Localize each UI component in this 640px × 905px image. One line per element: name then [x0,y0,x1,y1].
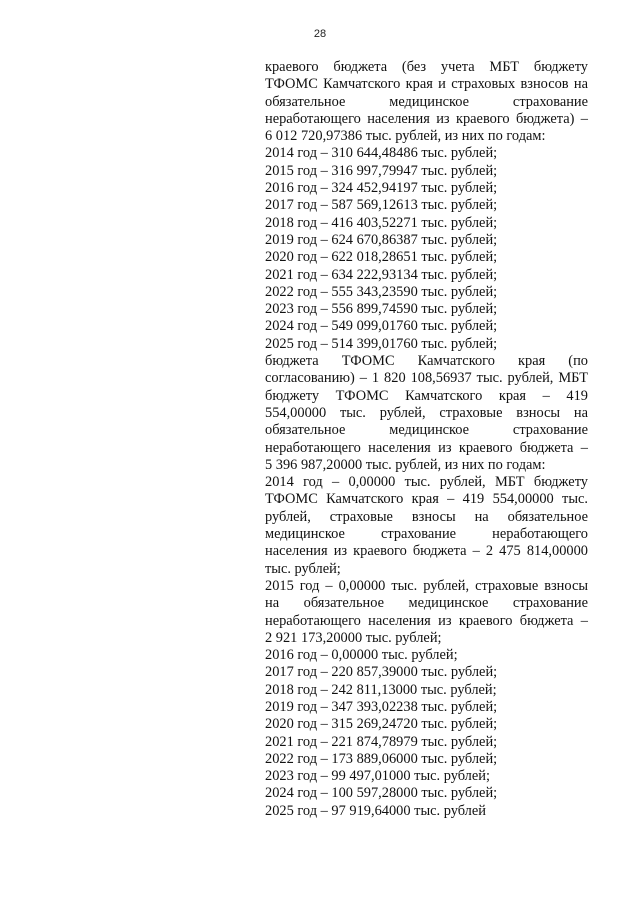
text-line: 2021 год – 221 874,78979 тыс. рублей; [265,733,498,750]
text-line: краевого бюджета (без учета МБТ бюджету [265,59,588,75]
page-number: 28 [313,28,327,40]
text-line: рублей, страховые взносы на обязательное [265,508,588,525]
text-line: неработающего населения из краевого бюджета – [265,612,588,629]
text-line: 2016 год – 324 452,94197 тыс. рублей; [265,180,498,197]
text-line: тыс. рублей; [265,560,341,577]
text-line: населения из краевого бюджета – 2 475 814,00000 [265,543,588,560]
text-line: 2025 год – 514 399,01760 тыс. рублей; [265,335,498,352]
text-line: 554,00000 тыс. рублей, страховые взносы на [265,404,588,421]
text-line: 2018 год – 416 403,52271 тыс. рублей; [265,214,498,231]
text-line: 2017 год – 220 857,39000 тыс. рублей; [265,664,498,681]
text-line: 2021 год – 634 222,93134 тыс. рублей; [265,266,498,283]
text-line: обязательное медицинское страхование [265,93,588,110]
text-line: 2024 год – 100 597,28000 тыс. рублей; [265,785,498,802]
text-line: неработающего населения из краевого бюджета – [265,439,588,456]
text-line: 2022 год – 173 889,06000 тыс. рублей; [265,750,498,767]
text-line: бюджету ТФОМС Камчатского края – 419 [265,387,588,404]
text-line: 2019 год – 347 393,02238 тыс. рублей; [265,698,498,715]
text-line: 2017 год – 587 569,12613 тыс. рублей; [265,197,498,214]
text-line: ТФОМС Камчатского края – 419 554,00000 тыс. [265,491,588,508]
document-text-column [265,59,588,820]
text-line: обязательное медицинское страхование [265,422,588,439]
text-line: 2015 год – 0,00000 тыс. рублей, страховые взносы [265,577,588,594]
text-line: 6 012 720,97386 тыс. рублей, из них по годам: [265,128,546,145]
text-line: ТФОМС Камчатского края и страховых взносов на [265,76,588,93]
text-line: 2 921 173,20000 тыс. рублей; [265,629,442,646]
text-line: 2016 год – 0,00000 тыс. рублей; [265,647,458,664]
text-line: 2014 год – 310 644,48486 тыс. рублей; [265,145,498,162]
text-line: неработающего населения из краевого бюджета) – [265,110,588,127]
text-line: 2020 год – 315 269,24720 тыс. рублей; [265,716,498,733]
text-line: медицинское страхование неработающего [265,526,588,543]
text-line: бюджета ТФОМС Камчатского края (по [265,353,588,370]
text-line: 2023 год – 556 899,74590 тыс. рублей; [265,301,498,318]
text-line: согласованию) – 1 820 108,56937 тыс. рублей, МБТ [265,370,588,387]
text-line: 2025 год – 97 919,64000 тыс. рублей [265,802,486,819]
text-line: 2018 год – 242 811,13000 тыс. рублей; [265,681,497,698]
text-line: на обязательное медицинское страхование [265,595,588,612]
text-line: 2015 год – 316 997,79947 тыс. рублей; [265,162,498,179]
text-line: 2019 год – 624 670,86387 тыс. рублей; [265,231,498,248]
text-line: 2014 год – 0,00000 тыс. рублей, МБТ бюджету [265,474,588,491]
text-line: 2022 год – 555 343,23590 тыс. рублей; [265,283,498,300]
text-line: 2023 год – 99 497,01000 тыс. рублей; [265,768,490,785]
text-line: 5 396 987,20000 тыс. рублей, из них по годам: [265,456,546,473]
text-line: 2024 год – 549 099,01760 тыс. рублей; [265,318,498,335]
text-line: 2020 год – 622 018,28651 тыс. рублей; [265,249,498,266]
